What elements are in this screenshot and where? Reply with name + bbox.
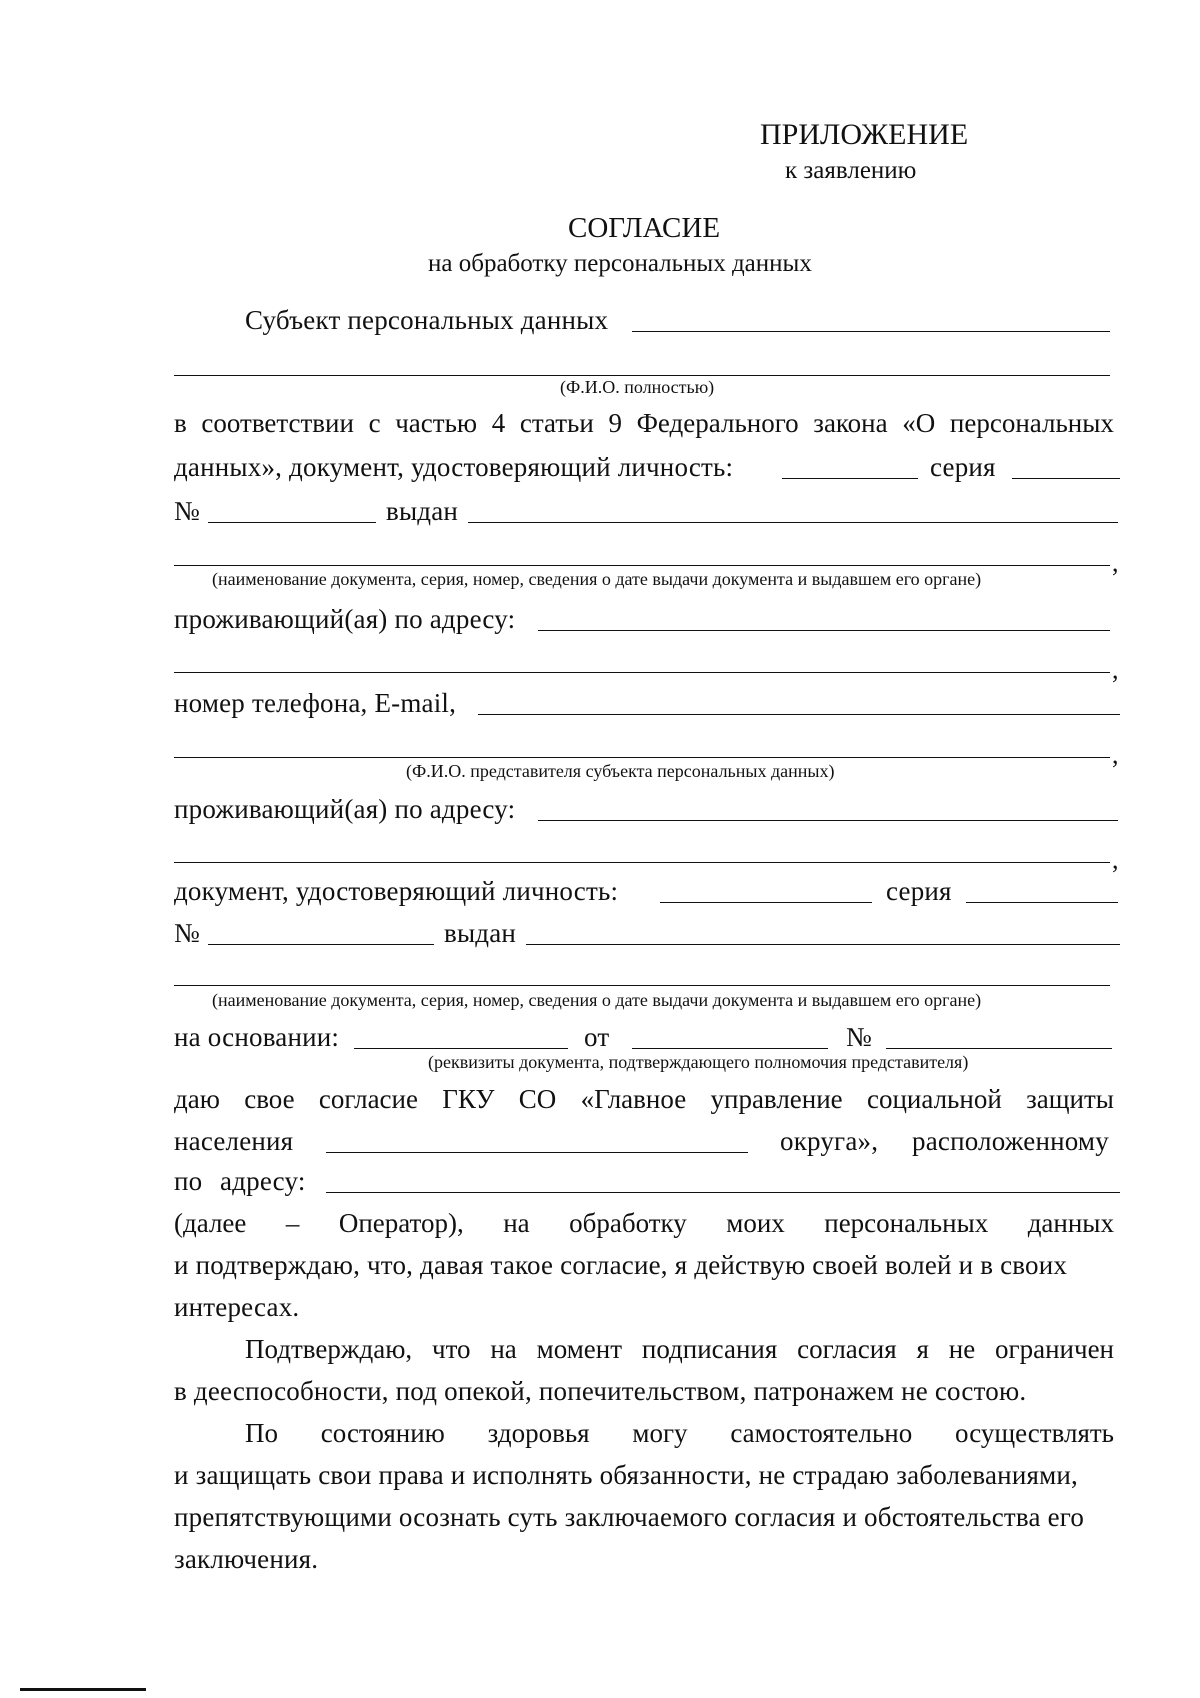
subject-name-field[interactable]	[632, 331, 1110, 332]
word: на	[490, 1334, 517, 1364]
word: социальной	[866, 1084, 1002, 1114]
document-title: СОГЛАСИЕ	[568, 212, 721, 244]
word: момент	[536, 1334, 623, 1364]
rep-series-label: серия	[886, 876, 952, 906]
word: Подтверждаю,	[245, 1334, 413, 1364]
consent-okruga: округа»,	[780, 1126, 879, 1156]
consent-line-1	[174, 1086, 1114, 1113]
word: частью	[395, 408, 478, 438]
basis-number-label: №	[846, 1022, 872, 1052]
word: По	[245, 1418, 278, 1448]
address-field-continued[interactable]	[174, 672, 1110, 673]
para2-line-2: в дееспособности, под опекой, попечительством, патронажем не состою.	[174, 1376, 1027, 1406]
para3-line-4: заключения.	[174, 1544, 319, 1574]
word: на	[503, 1208, 530, 1238]
word: самостоятельно	[730, 1418, 913, 1448]
rep-document-type-field[interactable]	[660, 902, 872, 903]
word: защиты	[1026, 1084, 1114, 1114]
para3-line-3: препятствующими осознать суть заключаемого согласия и обстоятельства его	[174, 1502, 1085, 1532]
consent-po: по	[174, 1166, 203, 1196]
consent-located: расположенному	[912, 1126, 1109, 1156]
comma: ,	[1112, 655, 1119, 684]
rep-address-field-continued[interactable]	[174, 862, 1110, 863]
issued-label: выдан	[386, 496, 459, 526]
word: я	[916, 1334, 929, 1364]
representative-caption: (Ф.И.О. представителя субъекта персональных данных)	[406, 761, 835, 781]
series-field[interactable]	[1012, 478, 1120, 479]
appendix-title: ПРИЛОЖЕНИЕ	[760, 118, 969, 151]
basis-from-label: от	[584, 1022, 610, 1052]
series-label: серия	[930, 452, 996, 482]
rep-number-field[interactable]	[208, 944, 434, 945]
subject-label: Субъект персональных данных	[245, 305, 609, 335]
id-document-label: данных», документ, удостоверяющий личность:	[174, 452, 734, 482]
basis-document-field[interactable]	[354, 1048, 568, 1049]
appendix-subtitle: к заявлению	[785, 157, 917, 184]
word: с	[368, 408, 381, 438]
id-document-type-field[interactable]	[782, 478, 918, 479]
word: свое	[244, 1084, 295, 1114]
word: –	[285, 1208, 300, 1238]
para2-line-1	[245, 1336, 1114, 1363]
para3-line-2: и защищать свои права и исполнять обязанности, не страдаю заболеваниями,	[174, 1460, 1078, 1490]
law-reference-line	[174, 410, 1114, 437]
word: в	[174, 408, 187, 438]
word: обработку	[569, 1208, 687, 1238]
basis-date-field[interactable]	[632, 1048, 828, 1049]
para3-line-1	[245, 1420, 1114, 1447]
word: могу	[632, 1418, 688, 1448]
word: персональных	[949, 408, 1114, 438]
word: СО	[518, 1084, 557, 1114]
comma: ,	[1112, 548, 1119, 577]
word: 4	[491, 408, 506, 438]
word: «О	[902, 408, 936, 438]
word: что	[431, 1334, 471, 1364]
word: состоянию	[320, 1418, 445, 1448]
word: Оператор),	[338, 1208, 464, 1238]
word: здоровья	[487, 1418, 590, 1448]
word: ограничен	[995, 1334, 1114, 1364]
word: данных	[1027, 1208, 1114, 1238]
fio-caption: (Ф.И.О. полностью)	[560, 377, 715, 397]
number-label: №	[174, 496, 200, 526]
consent-population: населения	[174, 1126, 294, 1156]
rep-number-label: №	[174, 918, 200, 948]
basis-caption: (реквизиты документа, подтверждающего полномочия представителя)	[428, 1052, 969, 1072]
consent-adresu: адресу:	[220, 1166, 306, 1196]
phone-label: номер телефона, E-mail,	[174, 688, 457, 718]
number-field[interactable]	[208, 522, 376, 523]
word: 9	[608, 408, 622, 438]
word: моих	[726, 1208, 785, 1238]
word: (далее	[174, 1208, 247, 1238]
word: ГКУ	[442, 1084, 495, 1114]
address-field[interactable]	[538, 630, 1110, 631]
word: «Главное	[580, 1084, 687, 1114]
comma: ,	[1112, 740, 1119, 769]
issued-by-field-continued[interactable]	[174, 565, 1110, 566]
address-label: проживающий(ая) по адресу:	[174, 604, 516, 634]
consent-line-4	[174, 1210, 1114, 1237]
rep-document-label: документ, удостоверяющий личность:	[174, 876, 619, 906]
operator-address-field[interactable]	[326, 1192, 1120, 1193]
word: не	[948, 1334, 976, 1364]
word: даю	[174, 1084, 220, 1114]
representative-name-field[interactable]	[174, 757, 1110, 758]
rep-doc-caption: (наименование документа, серия, номер, сведения о дате выдачи документа и выдавшем его органе)	[212, 990, 982, 1010]
rep-issued-by-field-continued[interactable]	[174, 985, 1110, 986]
word: согласие	[318, 1084, 418, 1114]
scan-mark	[20, 1688, 146, 1691]
document-subtitle: на обработку персональных данных	[428, 250, 812, 277]
district-field[interactable]	[326, 1152, 748, 1153]
word: согласия	[797, 1334, 897, 1364]
consent-line-6: интересах.	[174, 1292, 300, 1322]
basis-number-field[interactable]	[886, 1048, 1112, 1049]
basis-label: на основании:	[174, 1022, 340, 1052]
subject-name-field-continued[interactable]	[174, 375, 1110, 376]
doc-caption: (наименование документа, серия, номер, сведения о дате выдачи документа и выдавшем его органе)	[212, 569, 982, 589]
word: Федерального	[636, 408, 799, 438]
word: осуществлять	[955, 1418, 1114, 1448]
consent-line-5: и подтверждаю, что, давая такое согласие, я действую своей волей и в своих	[174, 1250, 1068, 1280]
word: персональных	[824, 1208, 989, 1238]
rep-address-label: проживающий(ая) по адресу:	[174, 794, 516, 824]
comma: ,	[1112, 845, 1119, 874]
issued-by-field[interactable]	[468, 522, 1118, 523]
phone-email-field[interactable]	[478, 714, 1120, 715]
rep-address-field[interactable]	[538, 820, 1118, 821]
word: закона	[813, 408, 888, 438]
rep-series-field[interactable]	[966, 902, 1118, 903]
rep-issued-by-field[interactable]	[526, 944, 1120, 945]
word: подписания	[641, 1334, 778, 1364]
word: управление	[710, 1084, 843, 1114]
word: соответствии	[201, 408, 354, 438]
word: статьи	[519, 408, 594, 438]
rep-issued-label: выдан	[444, 918, 517, 948]
